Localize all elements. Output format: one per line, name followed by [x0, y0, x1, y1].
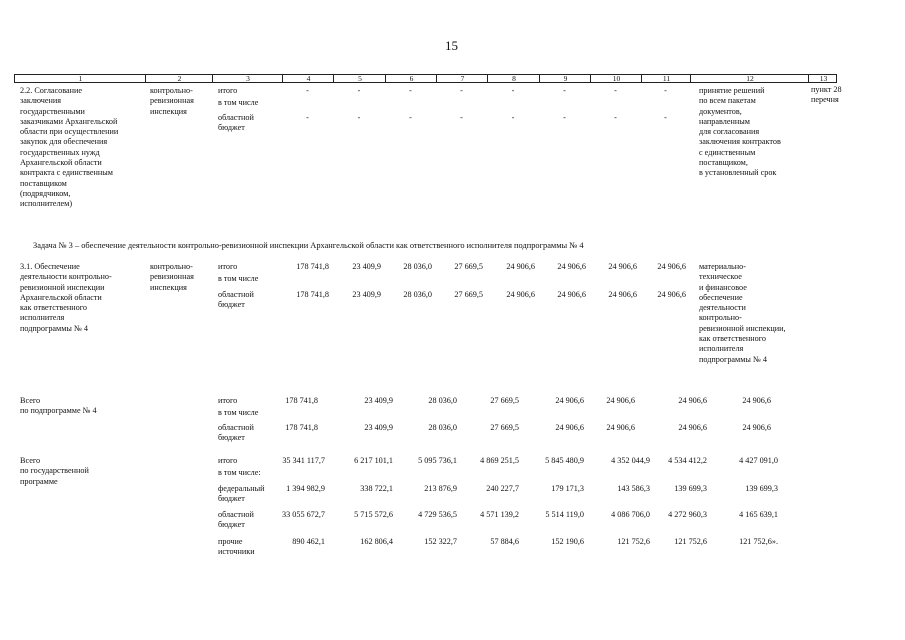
- row_2_2-value: -: [664, 86, 667, 95]
- header-separator: [385, 75, 386, 82]
- total_sub4-value: 24 906,6: [555, 396, 584, 405]
- row_3_1-name: 3.1. Обеспечение деятельности контрольно- ревизионной инспекции Архангельской области как ответственного исполнителя подпрограммы № 4: [20, 262, 112, 333]
- total_program-value: 4 272 960,3: [668, 510, 707, 519]
- header-col-6: 6: [409, 74, 414, 83]
- row_2_2-name: 2.2. Согласование заключения государственными заказчиками Архангельской области при осуществлении закупок для обеспечения государственных нужд Архангельской области контракта с единственным поставщиком (подрядчиком, исполнителем): [20, 86, 119, 209]
- total_program-value: 121 752,6».: [739, 537, 778, 546]
- total_program-value: 6 217 101,1: [354, 456, 393, 465]
- total_sub4-value: 24 906,6: [606, 396, 635, 405]
- row_3_1-value: 28 036,0: [403, 262, 432, 271]
- total_program-value: 152 322,7: [424, 537, 457, 546]
- row_3_1-line-label: областной бюджет: [218, 290, 254, 310]
- total_program-value: 240 227,7: [486, 484, 519, 493]
- row_2_2-result: принятие решений по всем пакетам документов, направленным для согласования заключения контрактов с единственным поставщиком, в установленный срок: [699, 86, 781, 178]
- total_program-value: 4 729 536,5: [418, 510, 457, 519]
- row_3_1-value: 28 036,0: [403, 290, 432, 299]
- total_sub4-value: 27 669,5: [490, 396, 519, 405]
- row_2_2-value: -: [306, 113, 309, 122]
- total_program-value: 4 352 044,9: [611, 456, 650, 465]
- header-separator: [436, 75, 437, 82]
- total_sub4-value: 178 741,8: [285, 396, 318, 405]
- row_2_2-value: -: [563, 113, 566, 122]
- row_2_2-value: -: [614, 86, 617, 95]
- row_2_2-value: -: [460, 113, 463, 122]
- row_3_1-value: 24 906,6: [608, 290, 637, 299]
- total_sub4-value: 27 669,5: [490, 423, 519, 432]
- total_sub4-line-label: в том числе: [218, 408, 259, 417]
- total_sub4-value: 28 036,0: [428, 423, 457, 432]
- row_3_1-value: 24 906,6: [608, 262, 637, 271]
- total_program-value: 213 876,9: [424, 484, 457, 493]
- row_2_2-value: -: [664, 113, 667, 122]
- header-col-1: 1: [78, 74, 83, 83]
- total_program-value: 35 341 117,7: [282, 456, 325, 465]
- total_program-value: 139 699,3: [674, 484, 707, 493]
- total_program-value: 121 752,6: [617, 537, 650, 546]
- total_program-value: 5 715 572,6: [354, 510, 393, 519]
- total_sub4-value: 178 741,8: [285, 423, 318, 432]
- total_sub4-value: 24 906,6: [678, 396, 707, 405]
- total_program-value: 4 165 639,1: [739, 510, 778, 519]
- row_3_1-value: 24 906,6: [557, 290, 586, 299]
- total_program-value: 139 699,3: [745, 484, 778, 493]
- row_2_2-value: -: [357, 86, 361, 95]
- total_program-value: 5 095 736,1: [418, 456, 457, 465]
- total_program-line-label: прочие источники: [218, 537, 255, 557]
- row_2_2-value: -: [511, 86, 515, 95]
- row_2_2-value: -: [614, 113, 617, 122]
- total_program-value: 121 752,6: [674, 537, 707, 546]
- total_sub4-name: Всего по подпрограмме № 4: [20, 396, 97, 416]
- total_program-line-label: итого: [218, 456, 238, 465]
- table-header: [14, 74, 837, 83]
- header-separator: [539, 75, 540, 82]
- total_program-value: 5 845 480,9: [545, 456, 584, 465]
- total_program-value: 4 534 412,2: [668, 456, 707, 465]
- row_3_1-value: 23 409,9: [352, 290, 381, 299]
- total_sub4-value: 24 906,6: [555, 423, 584, 432]
- total_program-value: 179 171,3: [551, 484, 584, 493]
- header-col-2: 2: [177, 74, 182, 83]
- header-col-5: 5: [358, 74, 362, 83]
- total_sub4-line-label: итого: [218, 396, 238, 405]
- header-separator: [487, 75, 488, 82]
- total_sub4-line-label: областной бюджет: [218, 423, 254, 443]
- header-col-4: 4: [306, 74, 311, 83]
- row_3_1-value: 27 669,5: [454, 262, 483, 271]
- row_3_1-value: 23 409,9: [352, 262, 381, 271]
- row_3_1-executor: контрольно- ревизионная инспекция: [150, 262, 194, 292]
- row_3_1-result: материально- техническое и финансовое обеспечение деятельности контрольно- ревизионной инспекции, как ответственного исполнителя подпрограммы № 4: [699, 262, 786, 364]
- header-col-3: 3: [246, 74, 250, 83]
- total_program-value: 338 722,1: [360, 484, 393, 493]
- total_program-line-label: федеральный бюджет: [218, 484, 265, 504]
- header-separator: [145, 75, 146, 82]
- total_sub4-value: 23 409,9: [364, 423, 393, 432]
- row_2_2-value: -: [409, 113, 412, 122]
- header-separator: [641, 75, 642, 82]
- header-separator: [212, 75, 213, 82]
- header-separator: [590, 75, 591, 82]
- total_program-value: 4 869 251,5: [480, 456, 519, 465]
- header-col-12: 12: [746, 74, 754, 83]
- row_3_1-line-label: итого: [218, 262, 238, 271]
- row_3_1-value: 24 906,6: [557, 262, 586, 271]
- total_program-value: 57 884,6: [490, 537, 519, 546]
- header-separator: [690, 75, 691, 82]
- row_3_1-value: 27 669,5: [454, 290, 483, 299]
- total_sub4-value: 24 906,6: [742, 423, 771, 432]
- total_program-value: 33 055 672,7: [282, 510, 325, 519]
- row_2_2-value: -: [511, 113, 515, 122]
- page-number: 15: [445, 38, 458, 53]
- header-col-8: 8: [512, 74, 516, 83]
- total_program-value: 152 190,6: [551, 537, 584, 546]
- row_2_2-value: -: [563, 86, 566, 95]
- total_program-value: 4 571 139,2: [480, 510, 519, 519]
- total_program-value: 890 462,1: [292, 537, 325, 546]
- row_3_1-value: 178 741,8: [296, 262, 329, 271]
- total_program-value: 4 086 706,0: [611, 510, 650, 519]
- row_2_2-link: пункт 28 перечня: [811, 85, 842, 105]
- header-separator: [282, 75, 283, 82]
- total_program-value: 162 806,4: [360, 537, 393, 546]
- row_3_1-value: 24 906,6: [506, 290, 535, 299]
- row_3_1-value: 24 906,6: [657, 262, 686, 271]
- row_2_2-value: -: [306, 86, 309, 95]
- total_program-name: Всего по государственной программе: [20, 456, 89, 486]
- total_sub4-value: 28 036,0: [428, 396, 457, 405]
- row_3_1-value: 24 906,6: [657, 290, 686, 299]
- row_2_2-line-label: итого: [218, 86, 238, 95]
- total_program-value: 5 514 119,0: [545, 510, 584, 519]
- row_2_2-line-label: в том числе: [218, 98, 259, 107]
- header-separator: [333, 75, 334, 82]
- header-col-9: 9: [563, 74, 568, 83]
- total_sub4-value: 24 906,6: [742, 396, 771, 405]
- total_sub4-value: 24 906,6: [606, 423, 635, 432]
- header-col-7: 7: [460, 74, 465, 83]
- row_2_2-value: -: [409, 86, 412, 95]
- total_program-value: 1 394 982,9: [286, 484, 325, 493]
- task-3-heading: Задача № 3 – обеспечение деятельности контрольно-ревизионной инспекции Архангельской области как ответственного исполнителя подпрограммы № 4: [33, 241, 584, 250]
- header-separator: [808, 75, 809, 82]
- row_2_2-line-label: областной бюджет: [218, 113, 254, 133]
- total_program-value: 143 586,3: [617, 484, 650, 493]
- total_program-line-label: областной бюджет: [218, 510, 254, 530]
- row_3_1-value: 178 741,8: [296, 290, 329, 299]
- header-col-10: 10: [612, 74, 621, 83]
- row_2_2-value: -: [357, 113, 361, 122]
- row_2_2-value: -: [460, 86, 463, 95]
- total_program-value: 4 427 091,0: [739, 456, 778, 465]
- row_3_1-line-label: в том числе: [218, 274, 259, 283]
- row_3_1-value: 24 906,6: [506, 262, 535, 271]
- header-col-13: 13: [819, 74, 828, 83]
- total_sub4-value: 24 906,6: [678, 423, 707, 432]
- total_sub4-value: 23 409,9: [364, 396, 393, 405]
- header-col-11: 11: [662, 74, 671, 83]
- total_program-line-label: в том числе:: [218, 468, 261, 477]
- row_2_2-executor: контрольно- ревизионная инспекция: [150, 86, 194, 116]
